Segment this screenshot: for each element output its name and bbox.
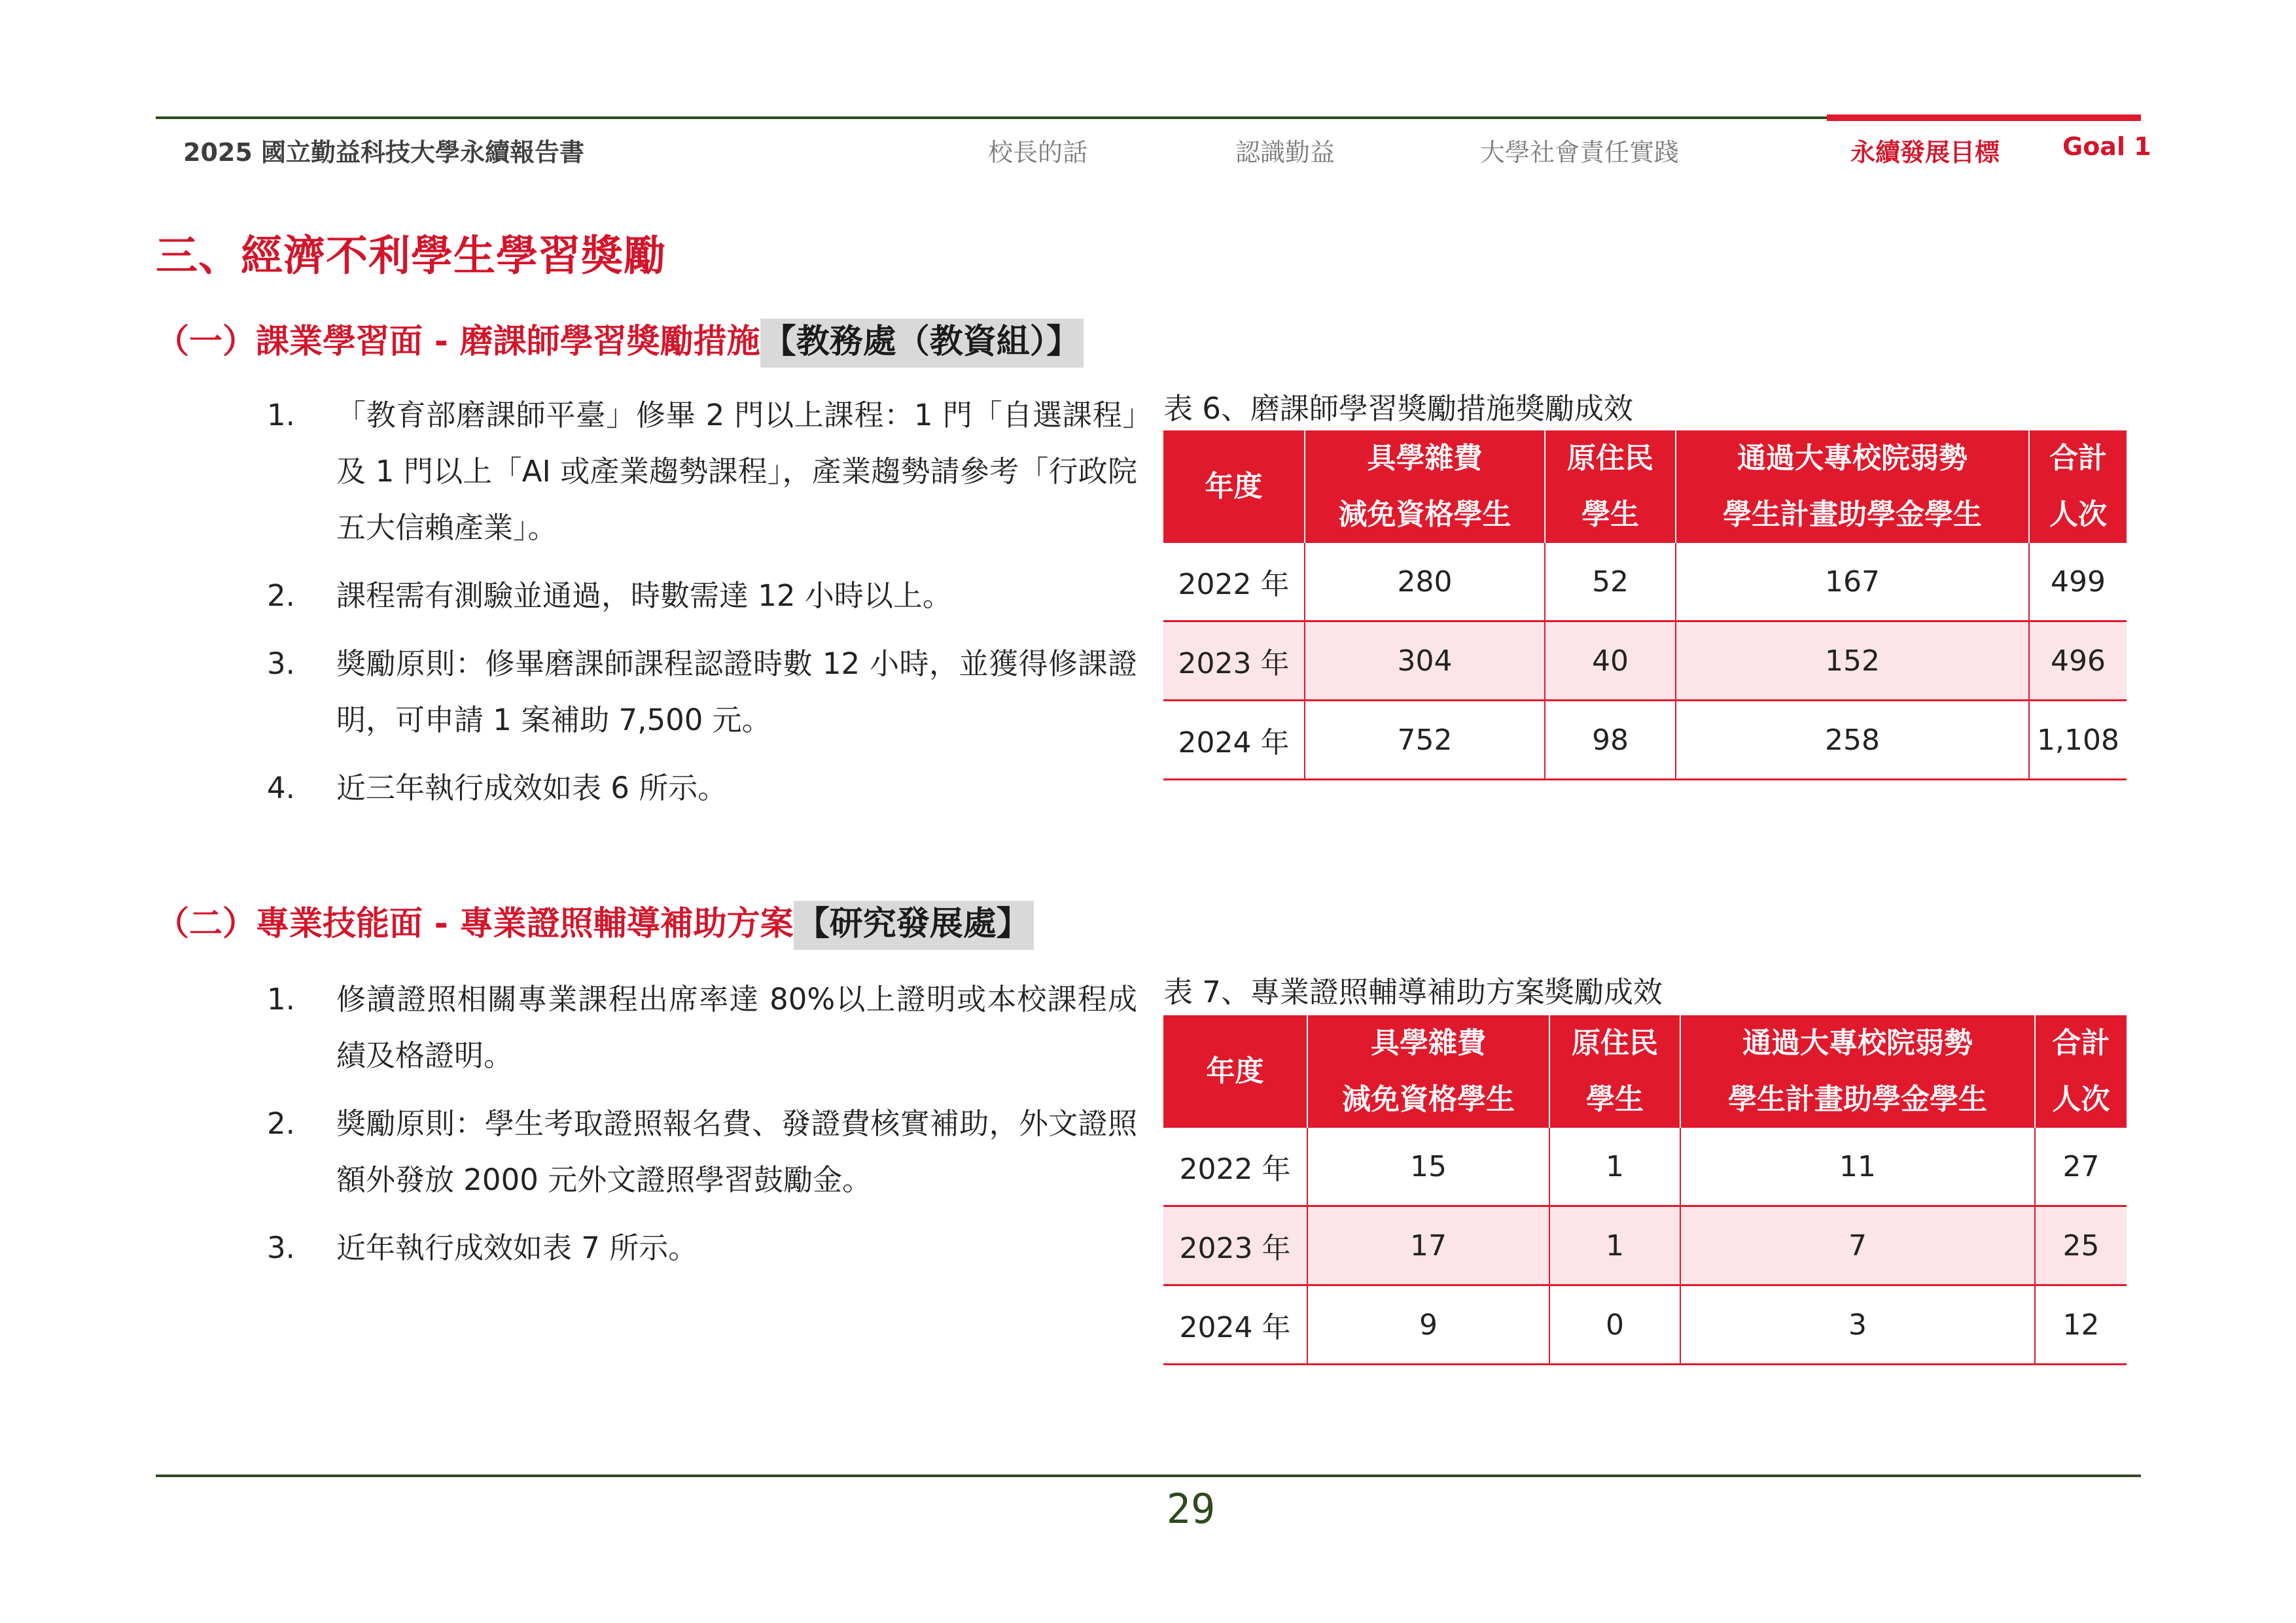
table-row	[1163, 1206, 2127, 1285]
table-6	[1163, 430, 2127, 780]
header-active-marker	[1827, 114, 2141, 121]
list-item-text: 獎勵原則：修畢磨課師課程認證時數 12 小時，並獲得修課證明，可申請 1 案補助 7,500 元。	[336, 646, 1137, 737]
list-item-text: 修讀證照相關專業課程出席率達 80%以上證明或本校課程成績及格證明。	[336, 982, 1137, 1073]
table-cell: 1,108	[2029, 701, 2127, 780]
table-cell: 2024 年	[1163, 1285, 1307, 1365]
table-header-row	[1163, 1015, 2127, 1128]
list-item-text: 課程需有測驗並通過，時數需達 12 小時以上。	[336, 578, 952, 613]
col-header-tuition-waiver: 具學雜費 減免資格學生	[1305, 430, 1545, 543]
subsection-2-dept-tag: 【研究發展處】	[794, 901, 1034, 950]
list-item-number: 1.	[267, 398, 295, 432]
table-cell: 7	[1680, 1206, 2035, 1285]
list-item	[267, 636, 1137, 748]
table-cell: 1	[1549, 1206, 1680, 1285]
footer-rule	[156, 1475, 2141, 1477]
col-header-indigenous: 原住民 學生	[1549, 1015, 1680, 1128]
subsection-1-heading	[156, 314, 1084, 362]
table-cell: 752	[1305, 701, 1545, 780]
section-title: 三、經濟不利學生學習獎勵	[156, 232, 666, 281]
table-cell: 25	[2035, 1206, 2127, 1285]
list-item	[267, 1096, 1137, 1208]
table-6-caption: 表 6、磨課師學習獎勵措施獎勵成效	[1163, 391, 1633, 426]
nav-item-sdgs[interactable]: 永續發展目標	[1850, 138, 2000, 167]
list-item	[267, 760, 1137, 816]
subsection-1-dept-tag: 【教務處（教資組）】	[760, 319, 1084, 368]
list-item-number: 3.	[267, 646, 295, 681]
subsection-1-title: （一）課業學習面 - 磨課師學習獎勵措施	[156, 323, 760, 361]
table-cell: 2023 年	[1163, 621, 1305, 701]
table-cell: 258	[1676, 701, 2029, 780]
subsection-2-heading	[156, 896, 1034, 945]
table-7-caption: 表 7、專業證照輔導補助方案獎勵成效	[1163, 975, 1663, 1009]
table-cell: 98	[1545, 701, 1676, 780]
col-header-year: 年度	[1163, 430, 1305, 543]
col-header-indigenous: 原住民 學生	[1545, 430, 1676, 543]
subsection-2-list	[267, 971, 1137, 1288]
table-cell: 2022 年	[1163, 543, 1305, 621]
table-cell: 11	[1680, 1128, 2035, 1206]
col-header-tuition-waiver: 具學雜費 減免資格學生	[1307, 1015, 1549, 1128]
table-cell: 12	[2035, 1285, 2127, 1365]
table-cell: 280	[1305, 543, 1545, 621]
table-cell: 304	[1305, 621, 1545, 701]
table-7	[1163, 1015, 2127, 1365]
table-cell: 1	[1549, 1128, 1680, 1206]
table-cell: 40	[1545, 621, 1676, 701]
table-cell: 499	[2029, 543, 2127, 621]
list-item-number: 1.	[267, 982, 295, 1017]
table-row	[1163, 701, 2127, 780]
table-row	[1163, 543, 2127, 621]
table-row	[1163, 1128, 2127, 1206]
table-cell: 15	[1307, 1128, 1549, 1206]
table-cell: 2024 年	[1163, 701, 1305, 780]
table-cell: 3	[1680, 1285, 2035, 1365]
nav-item-about-ncut[interactable]: 認識勤益	[1235, 138, 1335, 167]
table-row	[1163, 621, 2127, 701]
table-cell: 27	[2035, 1128, 2127, 1206]
table-cell: 2023 年	[1163, 1206, 1307, 1285]
col-header-disadvantaged-grant: 通過大專校院弱勢 學生計畫助學金學生	[1676, 430, 2029, 543]
subsection-2-title: （二）專業技能面 - 專業證照輔導補助方案	[156, 905, 794, 943]
list-item	[267, 971, 1137, 1084]
list-item-text: 近年執行成效如表 7 所示。	[336, 1230, 698, 1265]
table-cell: 0	[1549, 1285, 1680, 1365]
col-header-year: 年度	[1163, 1015, 1307, 1128]
list-item-number: 4.	[267, 771, 295, 805]
table-cell: 152	[1676, 621, 2029, 701]
table-row	[1163, 1285, 2127, 1365]
table-cell: 9	[1307, 1285, 1549, 1365]
table-header-row	[1163, 430, 2127, 543]
list-item-text: 近三年執行成效如表 6 所示。	[336, 771, 728, 805]
list-item	[267, 568, 1137, 624]
col-header-total: 合計 人次	[2035, 1015, 2127, 1128]
list-item-number: 2.	[267, 1106, 295, 1141]
subsection-1-list	[267, 387, 1137, 828]
table-cell: 2022 年	[1163, 1128, 1307, 1206]
report-title: 2025 國立勤益科技大學永續報告書	[183, 138, 584, 167]
list-item	[267, 1220, 1137, 1276]
table-cell: 17	[1307, 1206, 1549, 1285]
list-item	[267, 387, 1137, 556]
list-item-number: 3.	[267, 1230, 295, 1265]
col-header-total: 合計 人次	[2029, 430, 2127, 543]
table-cell: 496	[2029, 621, 2127, 701]
page-number: 29	[1166, 1485, 1216, 1533]
list-item-number: 2.	[267, 578, 295, 613]
table-cell: 52	[1545, 543, 1676, 621]
nav-item-president-message[interactable]: 校長的話	[988, 138, 1088, 167]
list-item-text: 獎勵原則：學生考取證照報名費、發證費核實補助，外文證照額外發放 2000 元外文證照學習鼓勵金。	[336, 1106, 1137, 1197]
list-item-text: 「教育部磨課師平臺」修畢 2 門以上課程：1 門「自選課程」及 1 門以上「AI 或產業趨勢課程」，產業趨勢請參考「行政院五大信賴產業」。	[336, 398, 1137, 545]
col-header-disadvantaged-grant: 通過大專校院弱勢 學生計畫助學金學生	[1680, 1015, 2035, 1128]
table-cell: 167	[1676, 543, 2029, 621]
nav-item-usr-practice[interactable]: 大學社會責任實踐	[1480, 138, 1680, 167]
goal-label: Goal 1	[2062, 132, 2151, 161]
